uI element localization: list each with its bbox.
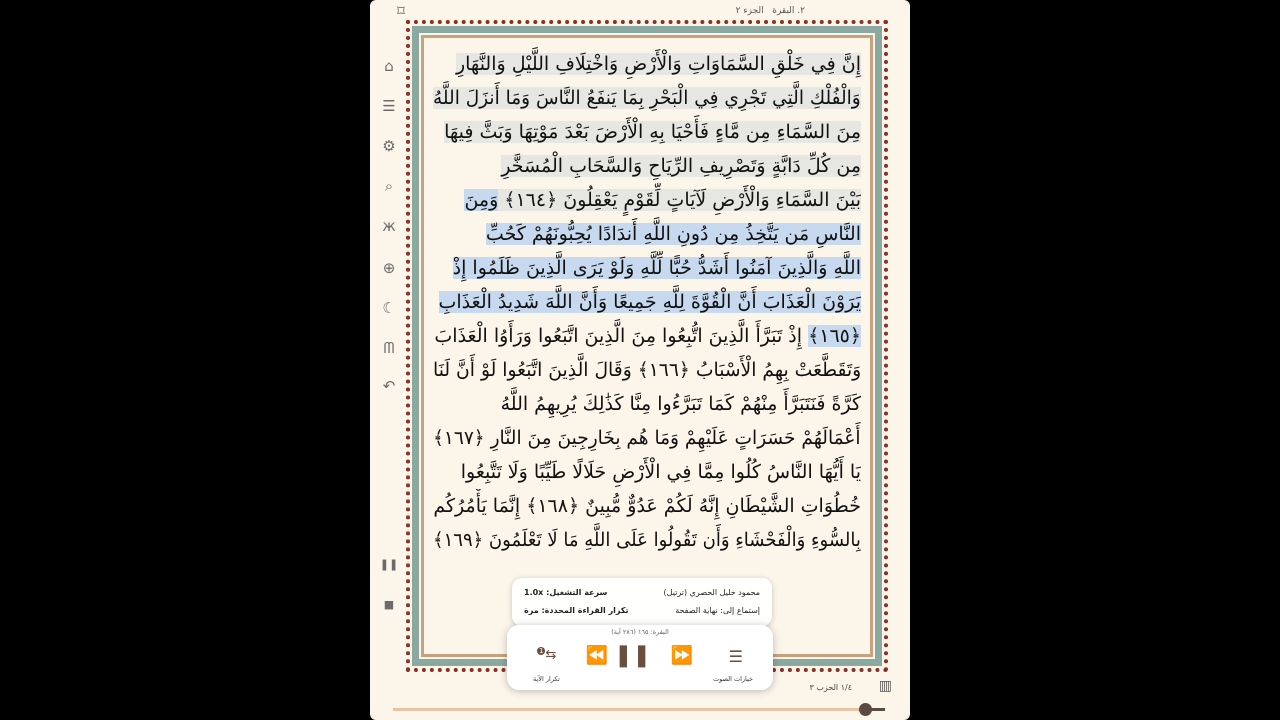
verse-segment[interactable]: يَرَوْنَ الْعَذَابَ أَنَّ الْقُوَّةَ لِلَّهِ جَمِيعًا وَأَنَّ اللَّهَ شَدِيدُ الْعَذَابِ <box>438 291 861 313</box>
verse-segment[interactable]: وَالْفُلْكِ الَّتِي تَجْرِي فِي الْبَحْرِ بِمَا يَنفَعُ النَّاسَ وَمَا أَنزَلَ اللَّهُ <box>433 87 861 109</box>
text-line-inner <box>501 149 861 183</box>
repeat-ayah-icon[interactable]: ⇆$^1$ <box>539 647 557 663</box>
text-line-inner <box>464 183 861 217</box>
now-playing: البقرة: ١٦٥ (٢٨٦ آية) <box>611 628 669 636</box>
text-line[interactable] <box>433 319 861 353</box>
verse-segment[interactable]: مِن كُلِّ دَابَّةٍ وَتَصْرِيفِ الرِّيَاحِ وَالسَّحَابِ الْمُسَخَّرِ <box>501 155 861 177</box>
text-line[interactable] <box>433 455 861 489</box>
gear-icon[interactable]: ⚙ <box>382 137 396 155</box>
slider-knob[interactable] <box>859 703 872 716</box>
sound-options-label[interactable]: خيارات الصوت <box>713 675 753 683</box>
text-line[interactable] <box>433 149 861 183</box>
page-frame <box>412 26 882 666</box>
text-line[interactable] <box>433 421 861 455</box>
verse-segment[interactable]: يَا أَيُّهَا النَّاسُ كُلُوا مِمَّا فِي الْأَرْضِ حَلَالًا طَيِّبًا وَلَا تَتَّبِعُوا <box>460 461 861 483</box>
pause-icon[interactable]: ❚❚ <box>379 557 399 571</box>
undo-icon[interactable]: ↶ <box>382 377 396 395</box>
text-line[interactable] <box>433 81 861 115</box>
listen-to-label[interactable]: إستماع إلى: نهاية الصفحة <box>675 606 760 615</box>
reciter-label[interactable]: محمود خليل الحصري (ترتيل) <box>663 588 760 597</box>
text-line-inner <box>453 251 861 285</box>
text-line-inner <box>439 285 861 319</box>
verse-segment[interactable]: كَرَّةً فَنَتَبَرَّأَ مِنْهُمْ كَمَا تَبَرَّءُوا مِنَّا كَذَٰلِكَ يُرِيهِمُ اللَّهُ <box>500 393 861 415</box>
audio-settings-card <box>512 578 772 626</box>
verse-segment[interactable]: إِنَّ فِي خَلْقِ السَّمَاوَاتِ وَالْأَرْضِ وَاخْتِلَافِ اللَّيْلِ وَالنَّهَارِ <box>455 53 861 75</box>
text-line[interactable] <box>433 387 861 421</box>
text-line[interactable] <box>433 285 861 319</box>
quran-text <box>433 47 861 557</box>
text-line[interactable] <box>433 47 861 81</box>
list-icon[interactable]: ☰ <box>382 97 396 115</box>
text-line[interactable] <box>433 251 861 285</box>
page-slider[interactable] <box>393 708 885 711</box>
page-header <box>736 6 805 16</box>
text-line-inner <box>444 115 861 149</box>
text-line-inner <box>433 421 861 455</box>
text-line[interactable] <box>433 115 861 149</box>
text-line[interactable] <box>433 523 861 557</box>
pause-button[interactable]: ❚❚ <box>614 643 651 668</box>
speed-label[interactable]: سرعة التشغيل: 1.0x <box>524 588 608 597</box>
audio-player <box>507 625 773 690</box>
zoom-icon[interactable]: ⊕ <box>382 259 396 277</box>
praying-hands-icon[interactable]: ᗰ <box>383 339 395 357</box>
verse-segment[interactable]: وَتَقَطَّعَتْ بِهِمُ الْأَسْبَابُ ﴿١٦٦﴾ وَقَالَ الَّذِينَ اتَّبَعُوا لَوْ أَنَّ لَنَا <box>433 359 861 381</box>
text-line-inner <box>433 489 861 523</box>
stop-icon[interactable]: ■ <box>383 597 395 611</box>
text-line[interactable] <box>433 183 861 217</box>
text-line-inner <box>486 217 861 251</box>
verse-segment[interactable]: إِذْ تَبَرَّأَ الَّذِينَ اتُّبِعُوا مِنَ الَّذِينَ اتَّبَعُوا وَرَأَوُا الْعَذَابَ <box>434 325 809 347</box>
text-line-inner <box>461 455 861 489</box>
surah-name: ٢. البقرة <box>772 6 805 16</box>
verse-segment[interactable]: مِنَ السَّمَاءِ مِن مَّاءٍ فَأَحْيَا بِهِ الْأَرْضَ بَعْدَ مَوْتِهَا وَبَثَّ فِيهَا <box>444 121 861 143</box>
text-line[interactable] <box>433 489 861 523</box>
verse-segment[interactable]: النَّاسِ مَن يَتَّخِذُ مِن دُونِ اللَّهِ أَندَادًا يُحِبُّونَهُمْ كَحُبِّ <box>485 223 861 245</box>
repeat-ayah-label[interactable]: تكرار الآية <box>533 675 560 683</box>
text-line-inner <box>501 387 861 421</box>
home-icon[interactable]: ⌂ <box>384 57 394 75</box>
sound-options-icon[interactable]: ☰ <box>728 647 743 666</box>
search-icon[interactable]: ⌕ <box>384 177 394 195</box>
hizb-label: ١/٤ الحزب ٣ <box>809 683 852 692</box>
verse-segment[interactable]: وَمِنَ <box>464 189 499 211</box>
moon-icon[interactable]: ☾ <box>382 299 396 317</box>
text-line-inner <box>456 47 861 81</box>
text-line-inner <box>433 523 861 557</box>
next-icon[interactable]: ⏩ <box>670 645 693 666</box>
slider-fill <box>393 708 865 711</box>
text-line-inner <box>433 353 861 387</box>
book-icon[interactable]: ▥ <box>878 678 892 694</box>
verse-segment[interactable]: ﴿١٦٥﴾ <box>808 325 861 347</box>
text-line-inner <box>433 81 861 115</box>
verse-segment[interactable]: أَعْمَالَهُمْ حَسَرَاتٍ عَلَيْهِمْ وَمَا هُم بِخَارِجِينَ مِنَ النَّارِ ﴿١٦٧﴾ <box>433 427 861 449</box>
text-line-inner <box>434 319 861 353</box>
verse-segment[interactable]: خُطُوَاتِ الشَّيْطَانِ إِنَّهُ لَكُمْ عَدُوٌّ مُّبِينٌ ﴿١٦٨﴾ إِنَّمَا يَأْمُرُكُم <box>433 495 861 517</box>
repeat-count-badge: 1 <box>539 647 544 655</box>
juz-label: الجزء ٢ <box>735 6 764 16</box>
repeat-reading-label[interactable]: تكرار القراءة المحددة: مرة <box>524 606 629 615</box>
text-line[interactable] <box>433 217 861 251</box>
verse-segment[interactable]: بَيْنَ السَّمَاءِ وَالْأَرْضِ لَآيَاتٍ لِّقَوْمٍ يَعْقِلُونَ ﴿١٦٤﴾ <box>498 189 861 211</box>
mushaf-page <box>370 0 910 720</box>
previous-icon[interactable]: ⏪ <box>585 645 608 666</box>
text-line[interactable] <box>433 353 861 387</box>
butterfly-icon[interactable]: ж <box>382 217 396 235</box>
verse-segment[interactable]: بِالسُّوءِ وَالْفَحْشَاءِ وَأَن تَقُولُوا عَلَى اللَّهِ مَا لَا تَعْلَمُونَ ﴿١٦٩﴾ <box>433 529 861 551</box>
bookmark-icon[interactable]: ⌑ <box>397 2 405 20</box>
verse-segment[interactable]: اللَّهِ وَالَّذِينَ آمَنُوا أَشَدُّ حُبًّا لِّلَّهِ وَلَوْ يَرَى الَّذِينَ ظَلَمُوا إِذْ <box>452 257 861 279</box>
